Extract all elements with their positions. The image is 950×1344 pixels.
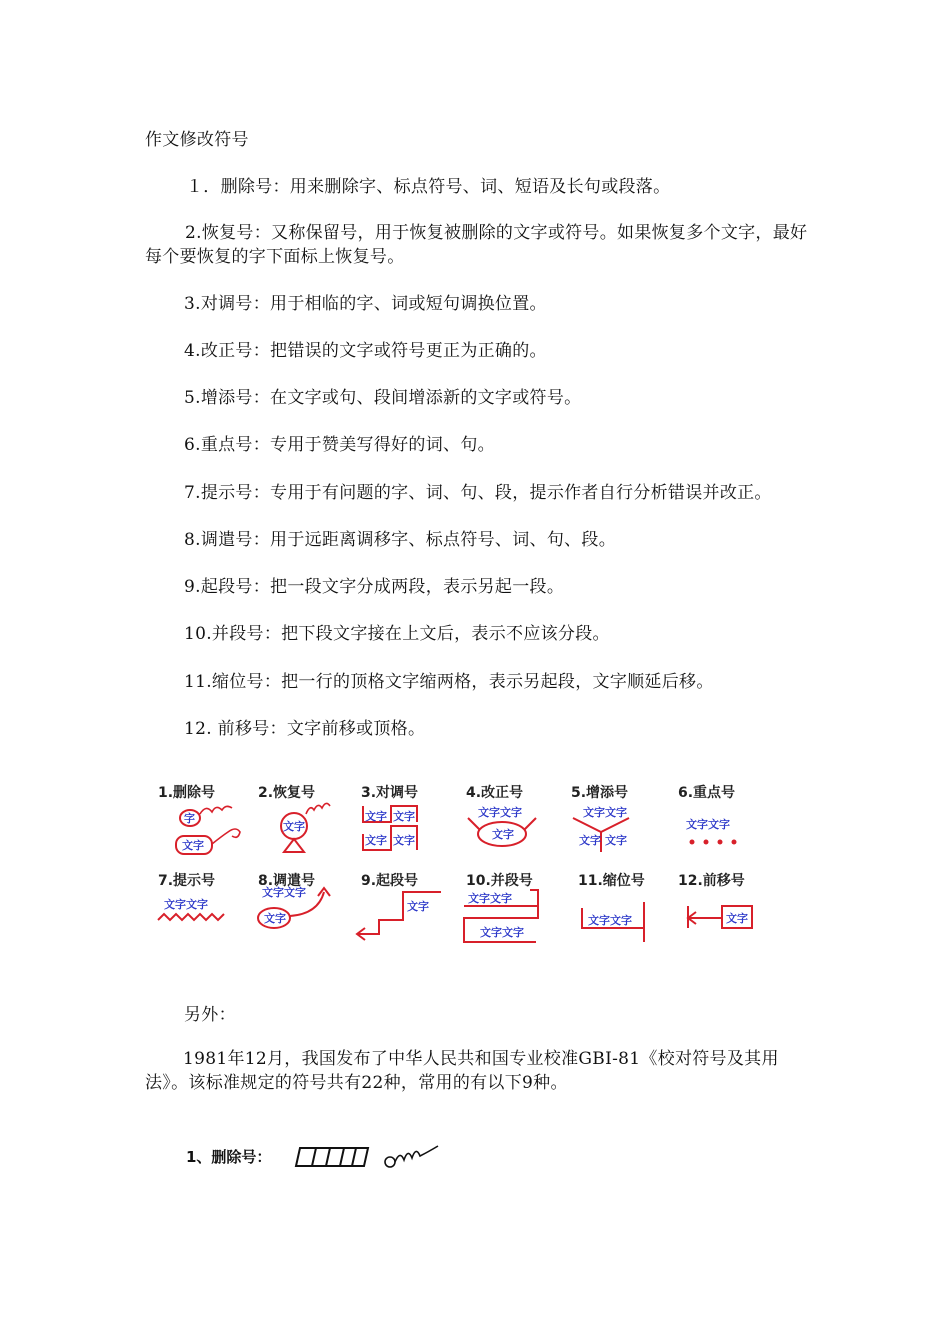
- symbol-row-label: 1、删除号：: [186, 1148, 272, 1166]
- symbol-restore: [252, 774, 352, 854]
- hint-mark-icon: [152, 862, 252, 942]
- sample-pair: 文字文字: [262, 886, 306, 899]
- symbol-label: 9.起段号: [361, 873, 419, 889]
- symbol-label: 6.重点号: [678, 785, 736, 801]
- restore-mark-icon: [252, 774, 352, 854]
- sample-word: 文字: [365, 834, 387, 847]
- symbol-label: 4.改正号: [466, 785, 524, 801]
- symbol-delete: [152, 774, 252, 854]
- sample-word: 文字: [365, 810, 387, 823]
- sample-word: 文字: [407, 900, 429, 913]
- list-item: 8.调遣号：用于远距离调移字、标点符号、词、句、段。: [184, 530, 617, 550]
- emphasis-mark-icon: [672, 774, 772, 854]
- list-item: 6.重点号：专用于赞美写得好的词、句。: [184, 435, 495, 455]
- merge-mark-icon: [460, 862, 560, 942]
- list-item: １．删除号：用来删除字、标点符号、词、短语及长句或段落。: [186, 177, 671, 197]
- sample-char: 字: [184, 812, 195, 825]
- symbol-emphasis: [672, 774, 772, 854]
- sample-pair: 文字文字: [468, 892, 512, 905]
- swap-mark-icon: [355, 774, 455, 854]
- list-item: 10.并段号：把下段文字接在上文后，表示不应该分段。: [184, 624, 610, 644]
- sample-word: 文字: [579, 834, 601, 847]
- sample-word: 文字: [393, 810, 415, 823]
- symbol-new-paragraph: [355, 862, 455, 942]
- new-paragraph-mark-icon: [355, 862, 455, 942]
- delete-hatch-icon: [288, 1140, 468, 1174]
- symbol-label: 3.对调号: [361, 785, 419, 801]
- sample-pair: 文字文字: [480, 926, 524, 939]
- symbol-label: 12.前移号: [678, 873, 745, 889]
- symbol-correct: [460, 774, 560, 854]
- symbol-swap: [355, 774, 455, 854]
- symbol-label: 2.恢复号: [258, 785, 316, 801]
- symbol-label: 1.删除号: [158, 785, 216, 801]
- correct-mark-icon: [460, 774, 560, 854]
- symbol-label: 5.增添号: [571, 785, 629, 801]
- sample-pair: 文字文字: [478, 806, 522, 819]
- list-item: 9.起段号：把一段文字分成两段，表示另起一段。: [184, 577, 565, 597]
- symbol-move: [252, 862, 352, 942]
- sample-word: 文字: [393, 834, 415, 847]
- sample-word: 文字: [182, 839, 204, 852]
- delete-mark-icon: [152, 774, 252, 854]
- sample-word: 文字: [492, 828, 514, 841]
- list-item: 4.改正号：把错误的文字或符号更正为正确的。: [184, 341, 547, 361]
- sample-pair: 文字文字: [164, 898, 208, 911]
- symbol-indent: [572, 862, 672, 942]
- move-mark-icon: [252, 862, 352, 942]
- list-item: 3.对调号：用于相临的字、词或短句调换位置。: [184, 294, 547, 314]
- list-item: 5.增添号：在文字或句、段间增添新的文字或符号。: [184, 388, 582, 408]
- list-item: 12. 前移号：文字前移或顶格。: [184, 719, 426, 739]
- sample-word: 文字: [283, 820, 305, 833]
- symbol-merge: [460, 862, 560, 942]
- sample-word: 文字: [264, 912, 286, 925]
- sample-pair: 文字文字: [583, 806, 627, 819]
- symbol-label: 11.缩位号: [578, 873, 645, 889]
- list-item: 11.缩位号：把一行的顶格文字缩两格，表示另起段，文字顺延后移。: [184, 672, 714, 692]
- sample-pair: 文字文字: [686, 818, 730, 831]
- indent-mark-icon: [572, 862, 672, 942]
- list-item: 7.提示号：专用于有问题的字、词、句、段，提示作者自行分析错误并改正。: [184, 483, 772, 503]
- list-item: 2.恢复号：又称保留号，用于恢复被删除的文字或符号。如果恢复多个文字，最好每个要恢复的字下面标上恢复号。: [145, 223, 808, 267]
- symbols-figure: [152, 774, 768, 950]
- sample-word: 文字: [605, 834, 627, 847]
- symbol-move-forward: [672, 862, 772, 942]
- extra-heading: 另外：: [184, 1005, 236, 1025]
- symbol-insert: [565, 774, 665, 854]
- extra-paragraph: 1981年12月，我国发布了中华人民共和国专业校准GBI-81《校对符号及其用法》。该标准规定的符号共有22种，常用的有以下9种。: [145, 1049, 779, 1093]
- move-forward-mark-icon: [672, 862, 772, 942]
- sample-pair: 文字文字: [588, 914, 632, 927]
- doc-title: 作文修改符号: [145, 130, 249, 150]
- symbol-hint: [152, 862, 252, 942]
- symbol-label: 10.并段号: [466, 873, 533, 889]
- sample-word: 文字: [726, 912, 748, 925]
- insert-mark-icon: [565, 774, 665, 854]
- symbol-label: 7.提示号: [158, 873, 216, 889]
- symbol-label: 8.调遣号: [258, 873, 316, 889]
